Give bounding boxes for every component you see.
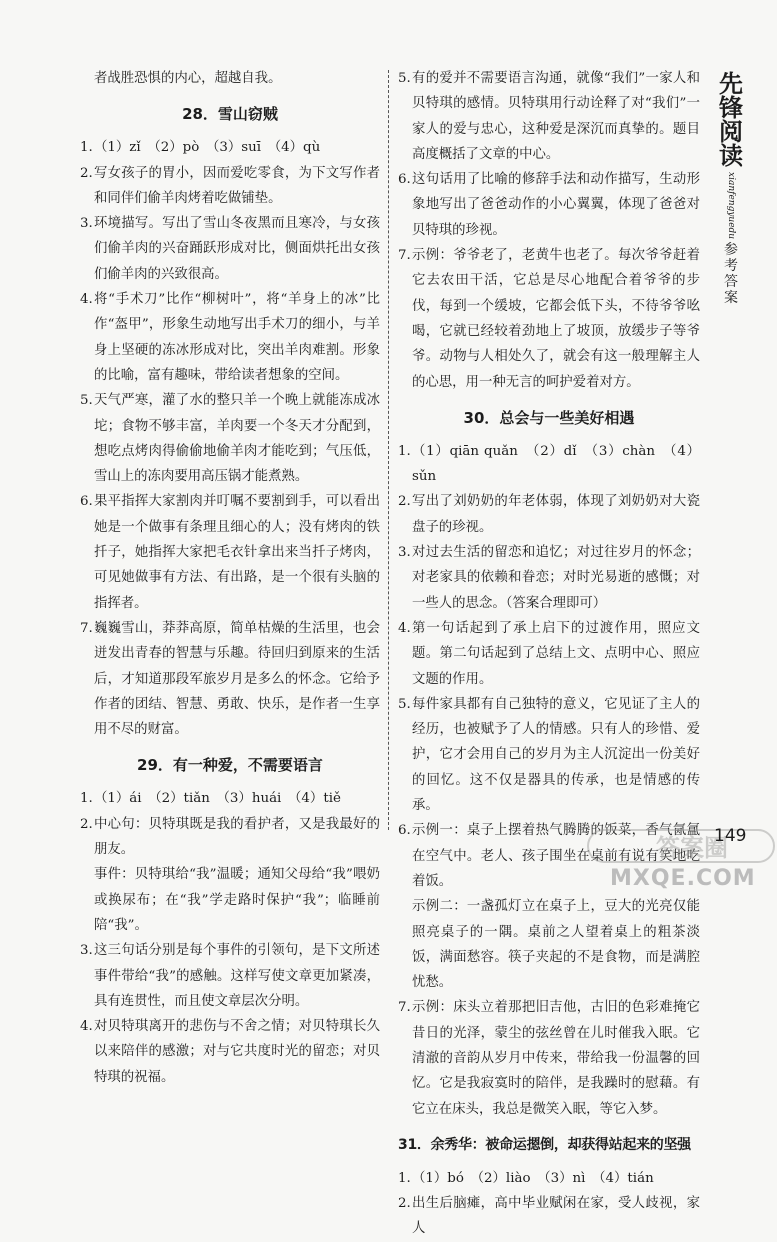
answer-item: 5. 每件家具都有自己独特的意义，它见证了主人的经历，也被赋予了人的情感。只有人的珍惜、爱护，它才会用自己的岁月为主人沉淀出一份美好的回忆。这不仅是器具的传承，也是情感的传承。 (398, 696, 700, 814)
section-29-continued-items (398, 66, 700, 395)
answer-item: 5. 天气严寒，灌了水的整只羊一个晚上就能冻成冰坨；食物不够丰富，羊肉要一个冬天才分配到，想吃点烤肉得偷偷地偷羊肉才能吃到；气压低，雪山上的冻肉要用高压锅才能煮熟。 (80, 393, 380, 485)
answer-item: 7. 示例：爷爷老了，老黄牛也老了。每次爷爷赶着它去农田干活，它总是尽心地配合着爷爷的步伐，每到一个缓坡，它都会低下头，不待爷爷吆喝，它就已经较着劲地上了坡顶，放缓步子等爷爷。动物与人相处久了，就会有这一般理解主人的心思，用一种无言的呵护爱着对方。 (398, 248, 700, 390)
brand-pinyin: xianfengyuedu (726, 172, 736, 240)
answer-item-continuation: 事件：贝特琪给“我”温暖；通知父母给“我”喂奶或换尿布；在“我”学走路时保护“我”；临睡前陪“我”。 (94, 867, 380, 933)
watermark-logo (586, 826, 776, 866)
section-31-title: 31．余秀华：被命运摁倒，却获得站起来的坚强 (398, 1136, 691, 1153)
answer-item: 4. 对贝特琪离开的悲伤与不舍之情；对贝特琪长久以来陪伴的感激；对与它共度时光的留恋；对贝特琪的祝福。 (80, 1019, 380, 1085)
answer-key-label: 参考答案 (724, 242, 738, 306)
answer-item: 1. （1）ái （2）tiǎn （3）huái （4）tiě (80, 791, 341, 807)
answer-item-continuation: 示例二：一盏孤灯立在桌子上，豆大的光亮仅能照亮桌子的一隅。桌前之人望着桌上的粗茶淡饭，满面愁容。筷子夹起的不是食物，而是满腔忧愁。 (412, 899, 700, 991)
answer-item: 4. 第一句话起到了承上启下的过渡作用，照应文题。第二句话起到了总结上文、点明中心、照应文题的作用。 (398, 620, 700, 687)
answer-item: 2. 写出了刘奶奶的年老体弱，体现了刘奶奶对大瓷盘子的珍视。 (398, 494, 700, 535)
answer-item: 6. 果平指挥大家割肉并叮嘱不要割到手，可以看出她是一个做事有条理且细心的人；没有烤肉的铁扦子，她指挥大家把毛衣针拿出来当扦子烤肉，可见她做事有方法、有出路，是一个很有头脑的指挥者。 (80, 494, 380, 611)
answer-item: 1. （1）bó （2）liào （3）nì （4）tián (398, 1170, 654, 1186)
watermark-url: MXQE.COM (610, 866, 756, 891)
section-29-items (80, 786, 380, 1090)
intro-tail: 者战胜恐惧的内心，超越自我。 (94, 71, 282, 86)
answer-item: 4. 将“手术刀”比作“柳树叶”，将“羊身上的冰”比作“盔甲”，形象生动地写出手术刀的细小，与羊身上坚硬的冻冰形成对比，突出羊肉难割。形象的比喻，富有趣味，带给读者想象的空间。 (80, 292, 380, 383)
left-column (80, 66, 380, 1090)
answer-item: 7. 示例：床头立着那把旧吉他，古旧的色彩难掩它昔日的光泽，蒙尘的弦丝曾在儿时催我入眠。它清澈的音韵从岁月中传来，带给我一份温馨的回忆。它是我寂寞时的陪伴，是我躁时的慰藉。有它立在床头，我总是微笑入眠，等它入梦。 (398, 1000, 700, 1117)
section-29-title: 29．有一种爱，不需要语言 (137, 756, 323, 775)
answer-item: 2. 中心句：贝特琪既是我的看护者，又是我最好的朋友。 (80, 816, 380, 858)
section-31-items (398, 1166, 700, 1242)
section-28-items (80, 135, 380, 742)
answer-item: 3. 这三句话分别是每个事件的引领句，是下文所述事件带给“我”的感触。这样写使文章更加紧凑，具有连贯性，而且使文章层次分明。 (80, 943, 380, 1009)
answer-item: 3. 对过去生活的留恋和追忆；对过往岁月的怀念；对老家具的依赖和眷恋；对时光易逝的感慨；对一些人的思念。（答案合理即可） (398, 545, 700, 611)
answer-item: 2. 写女孩子的胃小，因而爱吃零食，为下文写作者和同伴们偷羊肉烤着吃做铺垫。 (80, 165, 380, 206)
column-divider (388, 70, 389, 830)
answer-item: 1. （1）qiān quǎn （2）dǐ （3）chàn （4）sǔn (398, 443, 700, 485)
answer-item: 5. 有的爱并不需要语言沟通，就像“我们”一家人和贝特琪的感情。贝特琪用行动诠释了对“我们”一家人的爱与忠心，这种爱是深沉而真挚的。题目高度概括了文章的中心。 (398, 71, 700, 162)
section-30-title: 30．总会与一些美好相遇 (463, 408, 635, 427)
answer-item: 3. 环境描写。写出了雪山冬夜黑而且寒冷，与女孩们偷羊肉的兴奋踊跃形成对比，侧面烘托出女孩们偷羊肉的兴致很高。 (80, 216, 380, 282)
watermark-logo-text: 答案圈 (656, 834, 728, 862)
right-column (398, 66, 700, 1242)
answer-item: 1. （1）zǐ （2）pò （3）suī （4）qù (80, 140, 321, 156)
answer-item: 2. 出生后脑瘫，高中毕业赋闲在家，受人歧视，家人 (398, 1196, 700, 1237)
answer-item: 6. 这句话用了比喻的修辞手法和动作描写，生动形象地写出了爸爸动作的小心翼翼，体现了爸爸对贝特琪的珍视。 (398, 172, 700, 238)
side-header (716, 72, 746, 306)
section-30-items (398, 439, 700, 1122)
brand-title: 先锋阅读 (719, 70, 743, 170)
answer-item: 7. 巍巍雪山，莽莽高原，简单枯燥的生活里，也会迸发出青春的智慧与乐趣。待回归到原来的生活后，才知道那段军旅岁月是多么的怀念。它给予作者的团结、智慧、勇敢、快乐，是作者一生享用不尽的财富。 (80, 620, 380, 738)
section-28-title: 28．雪山窃贼 (182, 105, 278, 124)
page-number: 149 (714, 826, 747, 846)
answer-item: 6. 示例一：桌子上摆着热气腾腾的饭菜，香气氤氲在空气中。老人、孩子围坐在桌前有说有笑地吃着饭。 (398, 823, 700, 889)
